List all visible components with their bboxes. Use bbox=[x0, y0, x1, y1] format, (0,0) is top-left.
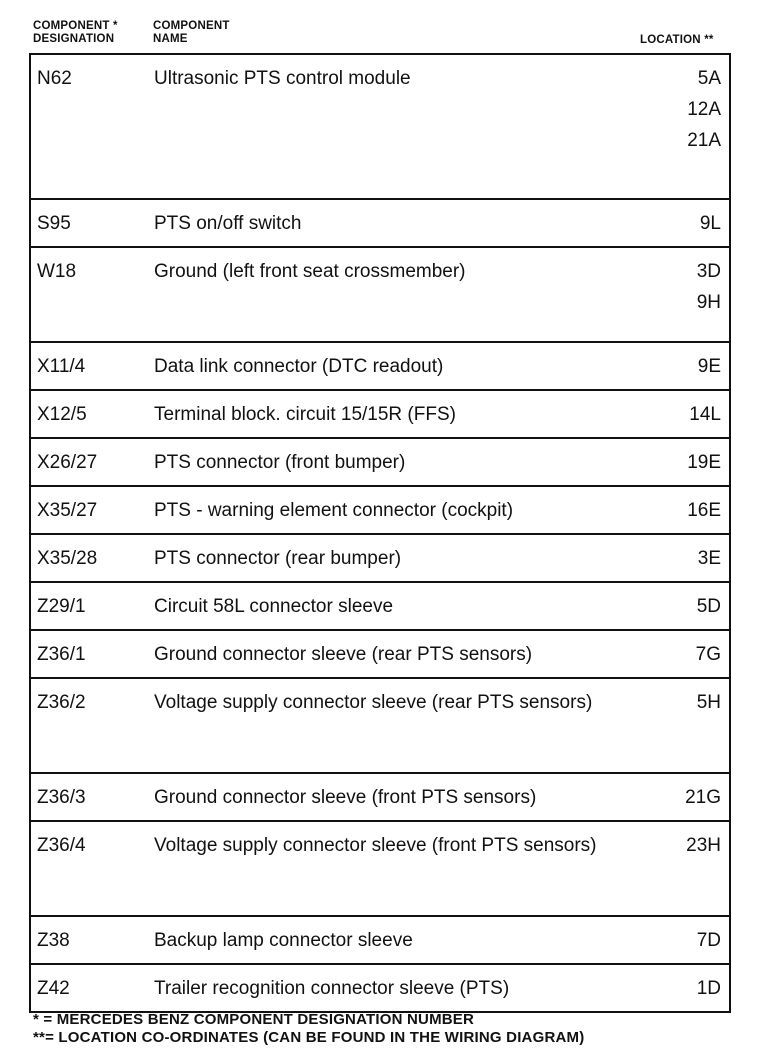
table-row bbox=[31, 963, 729, 1011]
location-list bbox=[697, 687, 721, 718]
component-name: Ground connector sleeve (front PTS sensors) bbox=[154, 787, 537, 808]
location-list bbox=[697, 591, 721, 622]
component-name: Voltage supply connector sleeve (front PTS sensors) bbox=[154, 835, 597, 856]
component-designation: Z36/3 bbox=[37, 787, 86, 808]
location-coordinate: 12A bbox=[687, 99, 721, 120]
component-designation: X26/27 bbox=[37, 452, 98, 473]
component-designation: Z36/2 bbox=[37, 692, 86, 713]
component-name: PTS - warning element connector (cockpit) bbox=[154, 500, 514, 521]
component-name: Circuit 58L connector sleeve bbox=[154, 596, 394, 617]
location-coordinate: 16E bbox=[687, 500, 721, 521]
component-designation: W18 bbox=[37, 261, 77, 282]
location-coordinate: 9L bbox=[699, 213, 721, 234]
component-designation: Z42 bbox=[37, 978, 70, 999]
footnote-location: **= LOCATION CO-ORDINATES (CAN BE FOUND IN THE WIRING DIAGRAM) bbox=[33, 1029, 585, 1046]
component-designation: X11/4 bbox=[37, 356, 86, 377]
component-designation: N62 bbox=[37, 68, 72, 89]
location-list bbox=[687, 495, 721, 526]
table-row bbox=[31, 533, 729, 581]
component-name: Trailer recognition connector sleeve (PTS) bbox=[154, 978, 510, 999]
footnote-designation: * = MERCEDES BENZ COMPONENT DESIGNATION NUMBER bbox=[33, 1011, 475, 1028]
table-row bbox=[31, 389, 729, 437]
component-name: Data link connector (DTC readout) bbox=[154, 356, 444, 377]
location-coordinate: 5D bbox=[696, 596, 721, 617]
component-name: PTS connector (rear bumper) bbox=[154, 548, 402, 569]
location-coordinate: 21A bbox=[687, 130, 721, 151]
location-coordinate: 14L bbox=[689, 404, 721, 425]
component-table bbox=[29, 53, 731, 1013]
table-row bbox=[31, 198, 729, 246]
component-designation: Z29/1 bbox=[37, 596, 86, 617]
location-column-header: LOCATION ** bbox=[640, 34, 714, 46]
component-designation: X35/28 bbox=[37, 548, 98, 569]
table-row bbox=[31, 55, 729, 198]
location-list bbox=[689, 399, 721, 430]
table-row bbox=[31, 581, 729, 629]
location-list bbox=[697, 256, 721, 318]
location-coordinate: 5A bbox=[697, 68, 721, 89]
table-row bbox=[31, 677, 729, 772]
location-coordinate: 3D bbox=[696, 261, 721, 282]
table-row bbox=[31, 820, 729, 915]
location-coordinate: 7G bbox=[695, 644, 721, 665]
component-designation: S95 bbox=[37, 213, 71, 234]
location-coordinate: 3E bbox=[697, 548, 721, 569]
name-column-header: COMPONENT NAME bbox=[153, 20, 230, 45]
table-row bbox=[31, 437, 729, 485]
table-row bbox=[31, 915, 729, 963]
location-list bbox=[685, 782, 721, 813]
location-list bbox=[687, 63, 721, 156]
location-list bbox=[700, 208, 721, 239]
component-name: PTS on/off switch bbox=[154, 213, 302, 234]
location-list bbox=[697, 925, 721, 956]
location-coordinate: 9E bbox=[697, 356, 721, 377]
location-coordinate: 7D bbox=[696, 930, 721, 951]
designation-column-header: COMPONENT * DESIGNATION bbox=[33, 20, 118, 45]
location-coordinate: 21G bbox=[685, 787, 721, 808]
component-designation: X12/5 bbox=[37, 404, 87, 425]
location-coordinate: 19E bbox=[687, 452, 721, 473]
component-name: Ground connector sleeve (rear PTS sensors) bbox=[154, 644, 533, 665]
location-list bbox=[698, 351, 721, 382]
location-list bbox=[698, 543, 721, 574]
location-coordinate: 5H bbox=[696, 692, 721, 713]
location-coordinate: 1D bbox=[696, 978, 721, 999]
location-list bbox=[686, 830, 721, 861]
component-name: Ground (left front seat crossmember) bbox=[154, 261, 466, 282]
component-name: Voltage supply connector sleeve (rear PTS sensors) bbox=[154, 692, 593, 713]
location-coordinate: 9H bbox=[696, 292, 721, 313]
location-list bbox=[696, 639, 721, 670]
component-name: Ultrasonic PTS control module bbox=[154, 68, 411, 89]
component-designation: Z36/4 bbox=[37, 835, 86, 856]
location-list bbox=[697, 973, 721, 1004]
component-name: Backup lamp connector sleeve bbox=[154, 930, 413, 951]
table-row bbox=[31, 246, 729, 341]
component-designation: Z38 bbox=[37, 930, 70, 951]
table-row bbox=[31, 341, 729, 389]
component-designation: X35/27 bbox=[37, 500, 98, 521]
table-row bbox=[31, 629, 729, 677]
component-name: PTS connector (front bumper) bbox=[154, 452, 406, 473]
location-list bbox=[687, 447, 721, 478]
component-designation: Z36/1 bbox=[37, 644, 86, 665]
table-row bbox=[31, 485, 729, 533]
location-coordinate: 23H bbox=[686, 835, 721, 856]
component-name: Terminal block. circuit 15/15R (FFS) bbox=[154, 404, 456, 425]
table-row bbox=[31, 772, 729, 820]
